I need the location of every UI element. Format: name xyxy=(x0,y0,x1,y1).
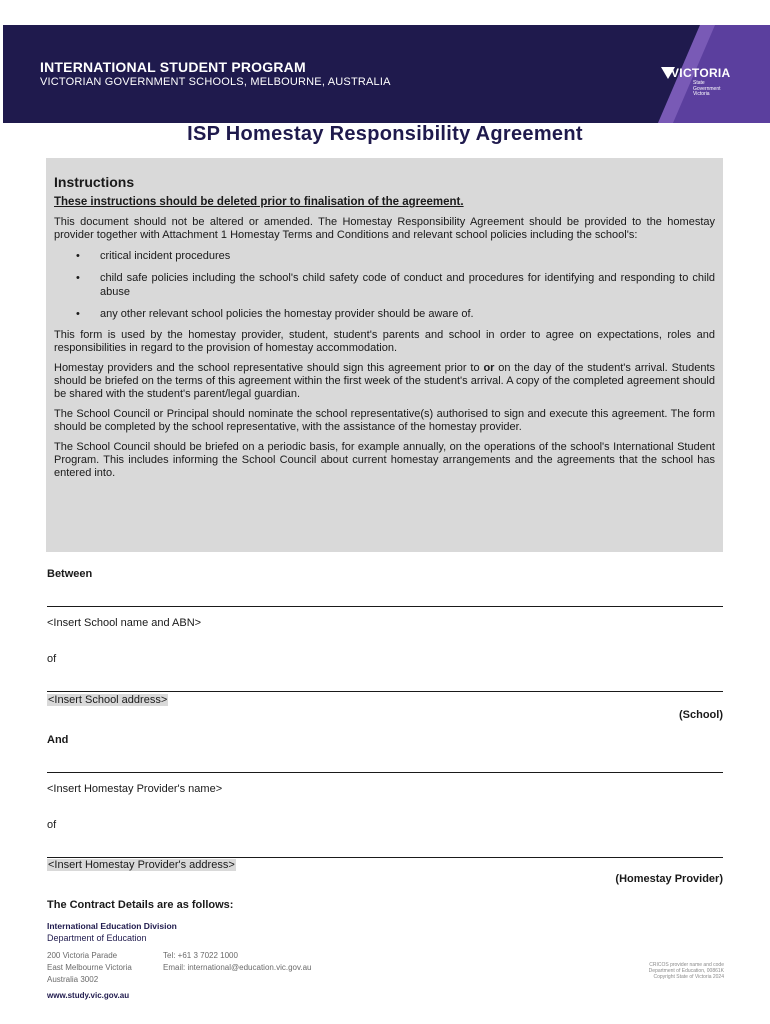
contract-details-heading: The Contract Details are as follows: xyxy=(47,899,234,911)
program-title: INTERNATIONAL STUDENT PROGRAM xyxy=(40,59,306,75)
victoria-logo-word: VICTORIA xyxy=(671,66,731,80)
school-policy-list xyxy=(54,249,715,321)
between-label: Between xyxy=(47,568,93,580)
footer-url[interactable]: www.study.vic.gov.au xyxy=(47,991,130,1000)
footer-dept: Department of Education xyxy=(47,933,147,943)
instructions-box xyxy=(46,158,723,552)
instructions-council: The School Council or Principal should nominate the school representative(s) authorised to sign and execute this agreement. The form should be completed by the school representative, with the assistance of the homestay provider. xyxy=(54,408,715,433)
school-address-line xyxy=(47,691,723,692)
signing-or: or xyxy=(483,362,495,374)
instructions-signing xyxy=(54,362,715,401)
provider-name-field[interactable]: <Insert Homestay Provider's name> xyxy=(47,783,223,795)
and-label: And xyxy=(47,734,69,746)
instructions-intro: This document should not be altered or amended. The Homestay Responsibility Agreement should be provided to the homestay provider together with Attachment 1 Homestay Terms and Conditions and relevant school policies including the school's: xyxy=(54,216,715,241)
provider-address-line xyxy=(47,857,723,858)
list-item: • critical incident procedures xyxy=(54,249,715,263)
provider-address-field[interactable] xyxy=(47,859,236,871)
provider-name-line xyxy=(47,772,723,773)
signing-text-b: on the day of the student's arrival. Students should be briefed on the terms of this agreement within the first week of the student's arrival. A copy of the completed agreement should be shared with the student's parent/legal guardian. xyxy=(54,362,715,400)
footer-cricos-note: CRICOS provider name and code Department of Education, 00861K Copyright State of Victoria 2024 xyxy=(648,962,724,980)
victoria-logo-small: State Government Victoria xyxy=(693,80,721,97)
footer-address: 200 Victoria Parade East Melbourne Victoria Australia 3002 xyxy=(47,951,132,984)
signing-text-a: Homestay providers and the school representative should sign this agreement prior to xyxy=(54,362,484,374)
school-party-label: (School) xyxy=(679,709,723,721)
instructions-form-purpose: This form is used by the homestay provider, student, student's parents and school in order to agree on expectations, roles and responsibilities in regard to the provision of homestay accommodation. xyxy=(54,329,715,354)
provider-address-placeholder: <Insert Homestay Provider's address> xyxy=(48,859,235,871)
victoria-logo xyxy=(661,65,741,111)
school-address-placeholder: <Insert School address> xyxy=(48,694,168,706)
header-banner xyxy=(3,25,770,123)
school-name-field[interactable]: <Insert School name and ABN> xyxy=(47,617,202,629)
instructions-briefing: The School Council should be briefed on a periodic basis, for example annually, on the operations of the school's International Student Program. This includes informing the School Council about current homestay arrangements and the agreements that the school has entered into. xyxy=(54,441,715,479)
instructions-heading: Instructions xyxy=(54,174,135,190)
of-label: of xyxy=(47,819,57,831)
document-title: ISP Homestay Responsibility Agreement xyxy=(187,123,583,145)
provider-party-label: (Homestay Provider) xyxy=(615,873,723,885)
list-item: • any other relevant school policies the homestay provider should be aware of. xyxy=(54,307,715,321)
of-label: of xyxy=(47,653,57,665)
program-subtitle: VICTORIAN GOVERNMENT SCHOOLS, MELBOURNE, AUSTRALIA xyxy=(40,76,391,88)
school-address-field[interactable] xyxy=(47,694,168,706)
footer-org: International Education Division xyxy=(47,921,177,931)
school-name-line xyxy=(47,606,723,607)
footer-contact: Tel: +61 3 7022 1000 Email: international@education.vic.gov.au xyxy=(163,951,312,972)
list-item: • child safe policies including the school's child safety code of conduct and procedures for identifying and responding to child abuse xyxy=(54,271,715,299)
instructions-delete-note: These instructions should be deleted prior to finalisation of the agreement. xyxy=(54,196,464,208)
